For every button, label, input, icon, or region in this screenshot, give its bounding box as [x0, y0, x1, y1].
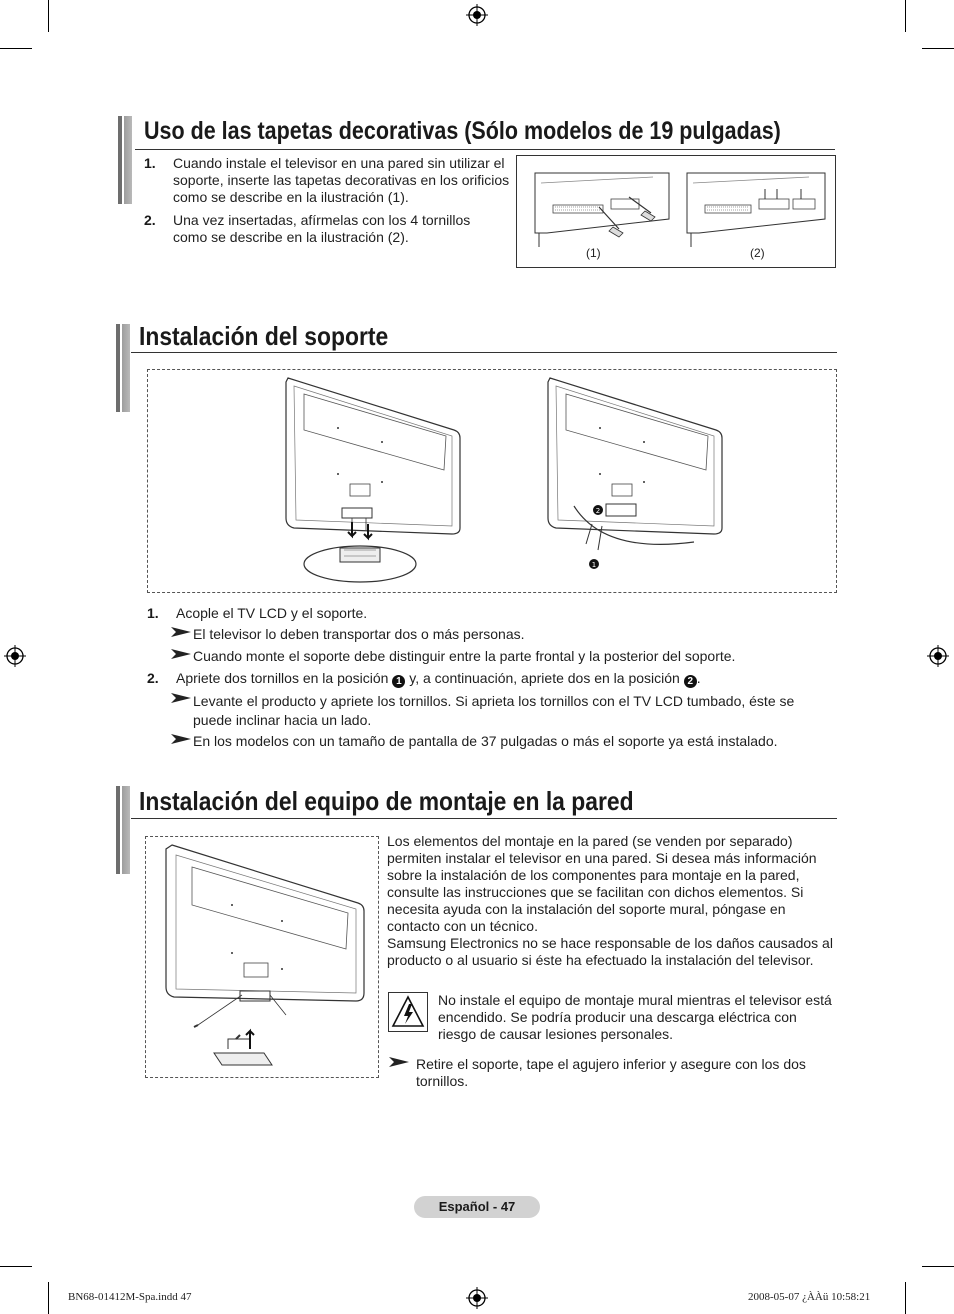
wall-mount-paragraph: Samsung Electronics no se hace responsable de los daños causados al producto o al usuario si éste ha efectuado la instalación del televisor. — [387, 935, 833, 968]
step-number: 1. — [144, 155, 156, 171]
footer-timestamp: 2008-05-07 ¿ÀÀü 10:58:21 — [748, 1291, 871, 1303]
note-text: En los modelos con un tamaño de pantalla de 37 pulgadas o más el soporte ya está instalado. — [193, 733, 778, 749]
note-arrow-icon — [171, 627, 191, 637]
high-voltage-warning-icon — [388, 992, 428, 1032]
tv-back-screws-illustration — [685, 171, 827, 247]
step-text-part: Apriete dos tornillos en la posición — [176, 670, 389, 686]
warning-text: No instale el equipo de montaje mural mientras el televisor está encendido. Se podría producir una descarga eléctrica con riesgo de causar lesiones personales. — [438, 992, 832, 1042]
step-text: Cuando instale el televisor en una pared sin utilizar el soporte, inserte las tapetas decorativas en los orificios como se describe en la ilustración (1). — [173, 155, 510, 205]
step-text: Una vez insertadas, afírmelas con los 4 tornillos como se describe en la ilustración (2). — [173, 212, 471, 245]
figure-label: (2) — [750, 246, 765, 260]
registration-mark-icon — [927, 645, 949, 667]
note-text: Retire el soporte, tape el agujero inferior y asegure con los dos tornillos. — [416, 1056, 806, 1089]
step-number: 2. — [147, 670, 159, 686]
svg-text:2: 2 — [595, 507, 601, 515]
note-arrow-icon — [171, 649, 191, 659]
section-title-decorative-covers: Uso de las tapetas decorativas (Sólo modelos de 19 pulgadas) — [144, 117, 781, 145]
figure-box-decorative-covers — [516, 155, 836, 268]
figure-box-stand — [147, 369, 837, 593]
section-rule — [131, 352, 837, 353]
tv-wall-mount-illustration — [158, 843, 372, 1073]
section-bar — [116, 786, 130, 874]
svg-text:1: 1 — [591, 561, 597, 569]
figure-label: (1) — [586, 246, 601, 260]
crop-mark — [48, 0, 49, 32]
note-arrow-icon — [171, 693, 191, 703]
tv-stand-attach-illustration — [282, 374, 468, 588]
note-text: Cuando monte el soporte debe distinguir entre la parte frontal y la posterior del soporte. — [193, 648, 736, 664]
tv-stand-screws-illustration — [544, 374, 730, 574]
step-number: 1. — [147, 605, 159, 621]
crop-mark — [922, 48, 954, 49]
note-text: El televisor lo deben transportar dos o más personas. — [193, 626, 525, 642]
position-2-marker-icon: 2 — [684, 675, 697, 688]
step-text: Acople el TV LCD y el soporte. — [176, 605, 368, 621]
figure-box-wall-mount — [145, 836, 379, 1078]
note-text: Levante el producto y apriete los tornillos. Si aprieta los tornillos con el TV LCD tumbado, éste se puede inclinar hacia un lado. — [193, 693, 795, 728]
crop-mark — [0, 48, 32, 49]
crop-mark — [48, 1282, 49, 1314]
section-rule — [135, 149, 835, 150]
crop-mark — [0, 1266, 32, 1267]
footer-file-info: BN68-01412M-Spa.indd 47 — [68, 1291, 192, 1303]
section-rule — [131, 818, 837, 819]
step-number: 2. — [144, 212, 156, 228]
position-1-marker-icon: 1 — [392, 675, 405, 688]
step-text-part: y, a continuación, apriete dos en la posición — [409, 670, 680, 686]
step-text-part: . — [696, 670, 701, 686]
crop-mark — [922, 1266, 954, 1267]
page-number-badge: Español - 47 — [414, 1196, 540, 1218]
note-arrow-icon — [171, 734, 191, 744]
registration-mark-icon — [466, 4, 488, 26]
section-bar — [116, 324, 130, 412]
registration-mark-icon — [466, 1287, 488, 1309]
step-text — [176, 670, 701, 688]
tv-back-cover-illustration — [533, 171, 671, 247]
crop-mark — [905, 1282, 906, 1314]
note-arrow-icon — [389, 1057, 409, 1067]
crop-mark — [905, 0, 906, 32]
section-title-wall-mount: Instalación del equipo de montaje en la pared — [139, 786, 634, 816]
section-bar — [118, 116, 132, 204]
wall-mount-paragraph: Los elementos del montaje en la pared (se venden por separado) permiten instalar el televisor en una pared. Si desea más información sobre la instalación de los componentes para montaje en la pared, consulte las instrucciones que se facilitan con dichos elementos. Si necesita ayuda con la instalación del soporte mural, póngase en contacto con un técnico. — [387, 833, 817, 934]
registration-mark-icon — [4, 645, 26, 667]
section-title-stand-installation: Instalación del soporte — [139, 321, 389, 351]
